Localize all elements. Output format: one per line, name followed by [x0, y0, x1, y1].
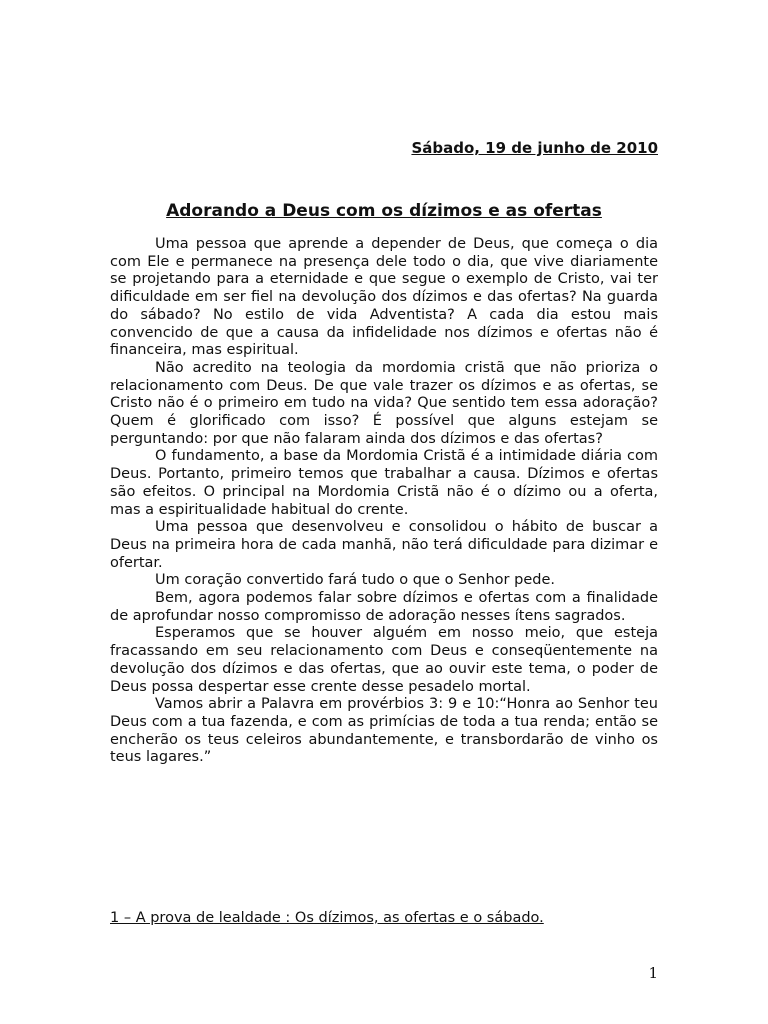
paragraph: Uma pessoa que aprende a depender de Deus, que começa o dia com Ele e permanece na presença dele todo o dia, que vive diariamente se projetando para a eternidade e que segue o exemplo de Cristo, vai ter dificuldade em ser fiel na devolução dos dízimos e das ofertas? Na guarda do sábado? No estilo de vida Adventista? A cada dia estou mais convencido de que a causa da infidelidade nos dízimos e ofertas não é financeira, mas espiritual. [110, 236, 658, 359]
paragraph: Não acredito na teologia da mordomia cristã que não prioriza o relacionamento com Deus. De que vale trazer os dízimos e as ofertas, se Cristo não é o primeiro em tudo na vida? Que sentido tem essa adoração? Quem é glorificado com isso? É possível que alguns estejam se perguntando: por que não falaram ainda dos dízimos e das ofertas? [110, 359, 658, 447]
document-body [110, 236, 658, 767]
paragraph: O fundamento, a base da Mordomia Cristã é a intimidade diária com Deus. Portanto, primeiro temos que trabalhar a causa. Dízimos e ofertas são efeitos. O principal na Mordomia Cristã não é o dízimo ou a oferta, mas a espiritualidade habitual do crente. [110, 448, 658, 518]
paragraph: Uma pessoa que desenvolveu e consolidou o hábito de buscar a Deus na primeira hora de cada manhã, não terá dificuldade para dizimar e ofertar. [110, 519, 658, 571]
document-date: Sábado, 19 de junho de 2010 [411, 139, 658, 157]
document-title: Adorando a Deus com os dízimos e as ofertas [166, 201, 602, 221]
paragraph: Esperamos que se houver alguém em nosso meio, que esteja fracassando em seu relacionamento com Deus e conseqüentemente na devolução dos dízimos e das ofertas, que ao ouvir este tema, o poder de Deus possa despertar esse crente desse pesadelo mortal. [110, 625, 658, 695]
paragraph: Bem, agora podemos falar sobre dízimos e ofertas com a finalidade de aprofundar nosso compromisso de adoração nesses ítens sagrados. [110, 590, 658, 624]
page-number: 1 [648, 964, 658, 982]
paragraph: Um coração convertido fará tudo o que o Senhor pede. [155, 572, 555, 589]
paragraph: Vamos abrir a Palavra em provérbios 3: 9 e 10:“Honra ao Senhor teu Deus com a tua fazenda, e com as primícias de toda a tua renda; então se encherão os teus celeiros abundantemente, e transbordarão de vinho os teus lagares.” [110, 696, 658, 766]
section-heading: 1 – A prova de lealdade : Os dízimos, as ofertas e o sábado. [110, 910, 544, 926]
